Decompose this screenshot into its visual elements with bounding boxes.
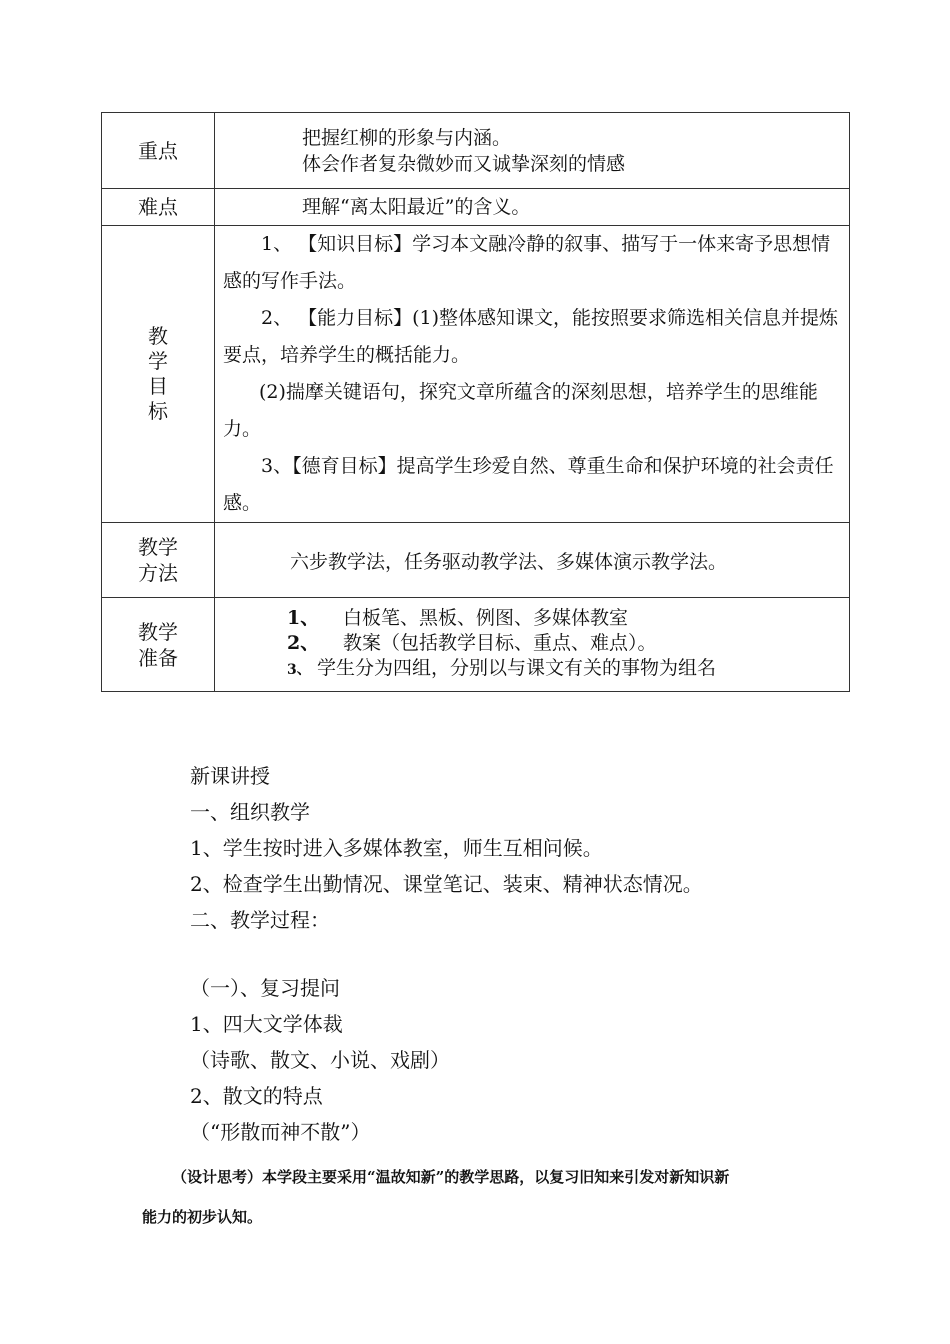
preparation-item-text: 白板笔、黑板、例图、多媒体教室 bbox=[343, 607, 629, 629]
method-label bbox=[102, 534, 214, 586]
key-points-label: 重点 bbox=[138, 138, 178, 163]
preparation-item-number: 1、 bbox=[287, 607, 320, 629]
body-paragraph: 1、学生按时进入多媒体教室，师生互相问候。 bbox=[190, 836, 603, 860]
preparation-label bbox=[102, 619, 214, 671]
section-title: 二、教学过程： bbox=[190, 908, 330, 932]
label-cell-preparation bbox=[102, 598, 215, 692]
row-method bbox=[102, 523, 850, 598]
answer: （“形散而神不散”） bbox=[190, 1120, 371, 1144]
objectives-label bbox=[148, 324, 168, 424]
method-text: 六步教学法，任务驱动教学法、多媒体演示教学法。 bbox=[290, 550, 728, 573]
section-heading: 新课讲授 bbox=[190, 764, 270, 788]
body-paragraph: 2、检查学生出勤情况、课堂笔记、装束、精神状态情况。 bbox=[190, 872, 703, 896]
section-title: 一、组织教学 bbox=[190, 800, 310, 824]
preparation-item-text: 学生分为四组，分别以与课文有关的事物为组名 bbox=[317, 657, 717, 679]
key-point-line: 体会作者复杂微妙而又诚挚深刻的情感 bbox=[302, 152, 626, 175]
objectives-label-char: 学 bbox=[148, 349, 168, 373]
objective-knowledge: 1、 【知识目标】学习本文融冷静的叙事、描写于一体来寄予思想情感的写作手法。 bbox=[223, 233, 831, 292]
label-cell-key-points bbox=[102, 113, 215, 189]
difficulty-text: 理解“离太阳最近”的含义。 bbox=[302, 196, 531, 218]
key-point-line: 把握红柳的形象与内涵。 bbox=[302, 126, 512, 149]
content-cell-difficulty bbox=[215, 189, 850, 226]
preparation-item-number: 2、 bbox=[287, 632, 320, 654]
label-cell-method bbox=[102, 523, 215, 598]
objective-ability: 2、 【能力目标】(1)整体感知课文，能按照要求筛选相关信息并提炼要点，培养学生的概括能力。 bbox=[223, 307, 839, 366]
design-note-line: （设计思考）本学段主要采用“温故知新”的教学思路，以复习旧知来引发对新知识新 bbox=[172, 1168, 730, 1186]
question: 2、散文的特点 bbox=[190, 1084, 323, 1108]
row-key-points bbox=[102, 113, 850, 189]
lesson-plan-table bbox=[101, 112, 850, 692]
preparation-item-text: 教案（包括教学目标、重点、难点）。 bbox=[343, 632, 657, 654]
preparation-label-line: 教学 bbox=[138, 619, 178, 644]
preparation-item-number: 3、 bbox=[287, 662, 311, 678]
preparation-item bbox=[215, 606, 849, 631]
objective-moral: 3、【德育目标】提高学生珍爱自然、尊重生命和保护环境的社会责任感。 bbox=[223, 455, 834, 514]
objectives-label-char: 标 bbox=[148, 399, 168, 423]
method-label-line: 教学 bbox=[138, 535, 178, 559]
design-note-line: 能力的初步认知。 bbox=[142, 1208, 263, 1226]
lesson-body bbox=[190, 758, 830, 1150]
objectives-label-char: 目 bbox=[148, 374, 168, 398]
answer: （诗歌、散文、小说、戏剧） bbox=[190, 1048, 450, 1072]
subsection-title: （一）、复习提问 bbox=[190, 976, 340, 1000]
objective-ability-2: (2)揣摩关键语句，探究文章所蕴含的深刻思想，培养学生的思维能力。 bbox=[223, 381, 818, 440]
row-preparation bbox=[102, 598, 850, 692]
label-cell-difficulty bbox=[102, 189, 215, 226]
content-cell-preparation bbox=[215, 598, 850, 692]
row-objectives bbox=[102, 226, 850, 523]
question: 1、四大文学体裁 bbox=[190, 1012, 343, 1036]
difficulty-label: 难点 bbox=[138, 195, 178, 219]
content-cell-key-points bbox=[215, 113, 850, 189]
preparation-label-line: 准备 bbox=[138, 645, 178, 670]
spacer bbox=[190, 938, 830, 970]
label-cell-objectives bbox=[102, 226, 215, 523]
objectives-label-char: 教 bbox=[148, 324, 168, 348]
row-difficulty bbox=[102, 189, 850, 226]
method-label-line: 方法 bbox=[138, 561, 178, 585]
content-cell-method bbox=[215, 523, 850, 598]
design-note bbox=[142, 1157, 822, 1237]
content-cell-objectives bbox=[215, 226, 850, 523]
preparation-item bbox=[215, 631, 849, 656]
preparation-item bbox=[215, 656, 849, 683]
